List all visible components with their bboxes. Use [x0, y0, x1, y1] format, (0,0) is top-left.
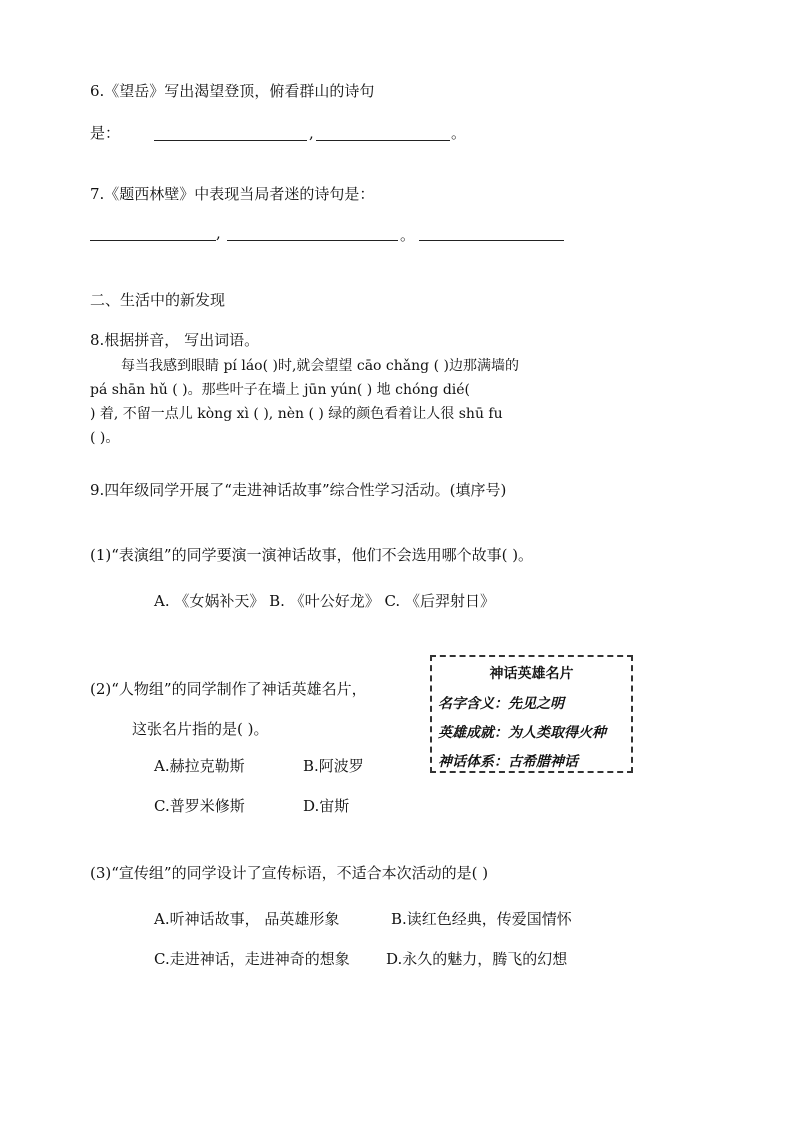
q9-2-option-c: C.普罗米修斯 [154, 797, 245, 815]
q9-title: 9.四年级同学开展了“走进神话故事”综合性学习活动。(填序号) [90, 481, 507, 499]
q8-passage-line-3: ) 着, 不留一点儿 kòng xì ( ), nèn ( ) 绿的颜色看着让人很 shū fu [90, 406, 503, 422]
q9-3-question: (3)“宣传组”的同学设计了宣传标语，不适合本次活动的是( ) [90, 864, 489, 882]
q6-period: 。 [451, 124, 467, 142]
q6-prompt: 6.《望岳》写出渴望登顶，俯看群山的诗句 [90, 82, 375, 100]
q8-passage-line-2: pá shān hǔ ( )。那些叶子在墙上 jūn yún( ) 地 chóng dié( [90, 382, 471, 398]
q7-answer-blank-3[interactable] [419, 240, 564, 241]
q9-2-option-d: D.宙斯 [303, 797, 350, 815]
q8-passage-line-4: ( )。 [90, 430, 120, 446]
hero-card-meaning: 名字含义：先见之明 [438, 696, 564, 712]
q6-comma: , [309, 124, 314, 142]
q6-answer-blank-2[interactable] [316, 140, 450, 141]
section-heading: 二、生活中的新发现 [90, 291, 226, 309]
q9-3-option-c: C.走进神话，走进神奇的想象 [154, 950, 350, 968]
q7-comma: , [216, 224, 221, 242]
q8-passage-line-1: 每当我感到眼睛 pí láo( )时,就会望望 cāo chǎng ( )边那满墙的 [121, 358, 519, 374]
q9-2-option-a: A.赫拉克勒斯 [154, 757, 245, 775]
q9-3-option-a: A.听神话故事， 品英雄形象 [154, 910, 340, 928]
q9-2-option-b: B.阿波罗 [303, 757, 364, 775]
hero-card-mythology: 神话体系：古希腊神话 [438, 754, 578, 770]
q6-answer-blank-1[interactable] [154, 140, 307, 141]
q7-answer-blank-1[interactable] [90, 240, 216, 241]
q7-period: 。 [400, 226, 416, 244]
q8-title: 8.根据拼音， 写出词语。 [90, 331, 260, 349]
q7-answer-blank-2[interactable] [227, 240, 398, 241]
q9-1-question: (1)“表演组”的同学要演一演神话故事，他们不会选用哪个故事( )。 [90, 546, 534, 564]
q9-3-option-b: B.读红色经典，传爱国情怀 [391, 910, 572, 928]
hero-card-achievement: 英雄成就：为人类取得火种 [438, 725, 606, 741]
hero-name-card [430, 655, 633, 773]
hero-card-title: 神话英雄名片 [489, 666, 574, 682]
q9-3-option-d: D.永久的魅力，腾飞的幻想 [386, 950, 568, 968]
q6-answer-prefix: 是： [90, 124, 121, 142]
q9-2-question-cont: 这张名片指的是( )。 [132, 720, 269, 738]
q9-1-options: A. 《女娲补天》 B. 《叶公好龙》 C. 《后羿射日》 [154, 592, 495, 610]
q9-2-question: (2)“人物组”的同学制作了神话英雄名片， [90, 680, 367, 698]
q7-prompt: 7.《题西林壁》中表现当局者迷的诗句是： [90, 185, 375, 203]
